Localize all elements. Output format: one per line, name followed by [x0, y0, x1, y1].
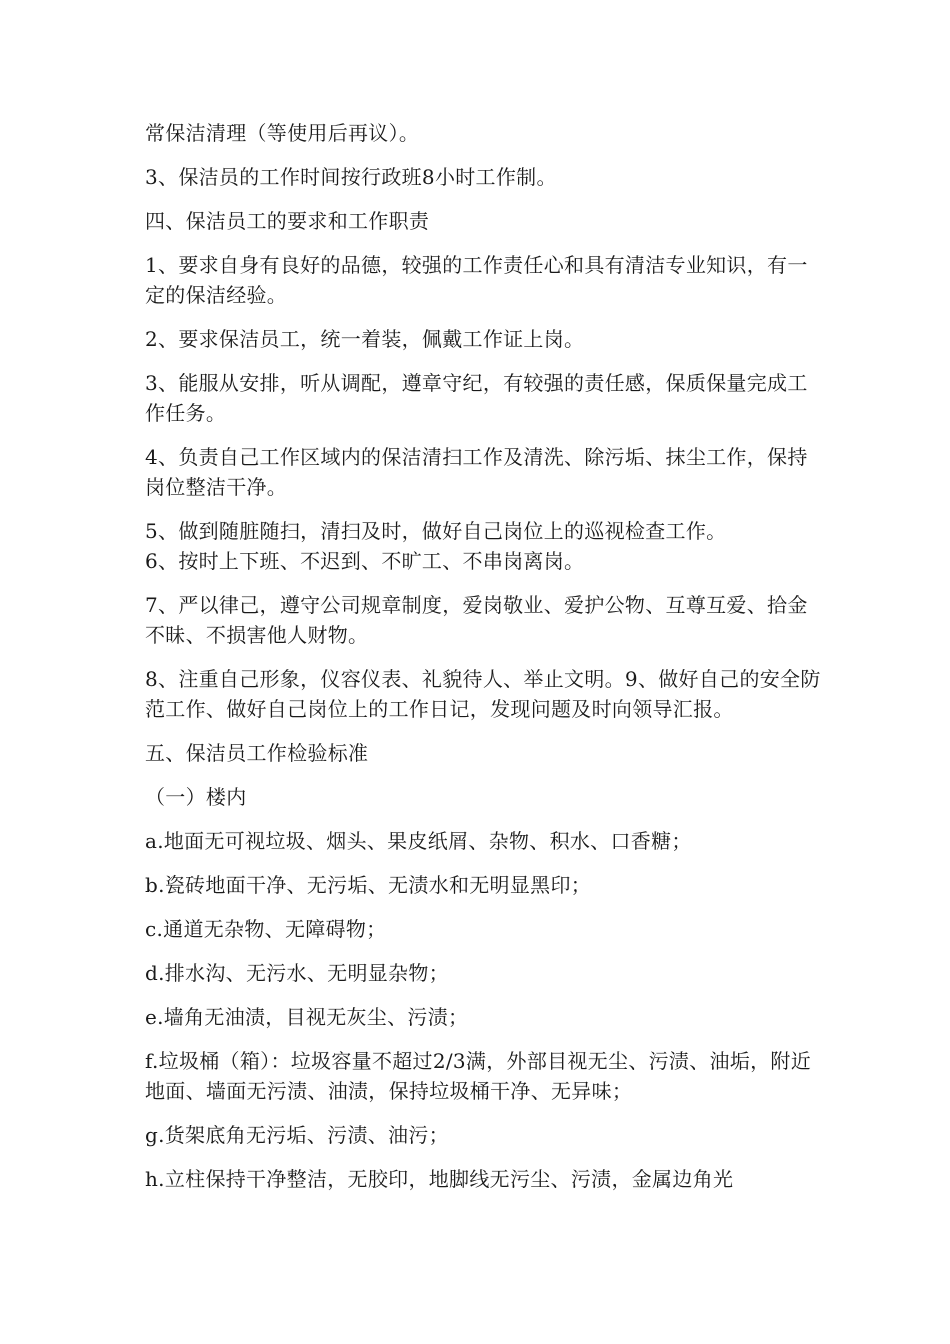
- standard-item-g: g.货架底角无污垢、污渍、油污；: [145, 1123, 449, 1147]
- paragraph-continuation: 常保洁清理（等使用后再议）。: [145, 121, 420, 145]
- duty-item-8-9: 8、注重自己形象，仪容仪表、礼貌待人、举止文明。9、做好自己的安全防范工作、做好自己岗位上的工作日记，发现问题及时向领导汇报。: [145, 667, 821, 721]
- standard-item-a: a.地面无可视垃圾、烟头、果皮纸屑、杂物、积水、口香糖；: [145, 829, 692, 853]
- duty-item-1: 1、要求自身有良好的品德，较强的工作责任心和具有清洁专业知识，有一定的保洁经验。: [145, 253, 808, 307]
- subsection-heading-indoor: （一）楼内: [145, 785, 247, 809]
- duty-item-4: 4、负责自己工作区域内的保洁清扫工作及清洗、除污垢、抹尘工作，保持岗位整洁干净。: [145, 445, 808, 499]
- duty-item-2: 2、要求保洁员工，统一着装，佩戴工作证上岗。: [145, 327, 585, 351]
- duty-item-3: 3、能服从安排，听从调配，遵章守纪，有较强的责任感，保质保量完成工作任务。: [145, 371, 808, 425]
- section-heading-4: 四、保洁员工的要求和工作职责: [145, 209, 430, 233]
- duty-item-7: 7、严以律己，遵守公司规章制度，爱岗敬业、爱护公物、互尊互爱、拾金不昧、不损害他人财物。: [145, 593, 808, 647]
- duty-item-5: 5、做到随脏随扫，清扫及时，做好自己岗位上的巡视检查工作。: [145, 519, 727, 543]
- standard-item-h: h.立柱保持干净整洁，无胶印，地脚线无污尘、污渍，金属边角光: [145, 1167, 734, 1191]
- section-heading-5: 五、保洁员工作检验标准: [145, 741, 369, 765]
- standard-item-e: e.墙角无油渍，目视无灰尘、污渍；: [145, 1005, 469, 1029]
- document-body: [145, 118, 825, 1194]
- paragraph-work-hours: 3、保洁员的工作时间按行政班8小时工作制。: [145, 165, 557, 189]
- standard-item-c: c.通道无杂物、无障碍物；: [145, 917, 387, 941]
- standard-item-f: f.垃圾桶（箱）：垃圾容量不超过2/3满，外部目视无尘、污渍、油垢，附近地面、墙面无污渍、油渍，保持垃圾桶干净、无异味；: [145, 1049, 812, 1103]
- standard-item-d: d.排水沟、无污水、无明显杂物；: [145, 961, 449, 985]
- duty-item-6: 6、按时上下班、不迟到、不旷工、不串岗离岗。: [145, 549, 585, 573]
- standard-item-b: b.瓷砖地面干净、无污垢、无渍水和无明显黑印；: [145, 873, 592, 897]
